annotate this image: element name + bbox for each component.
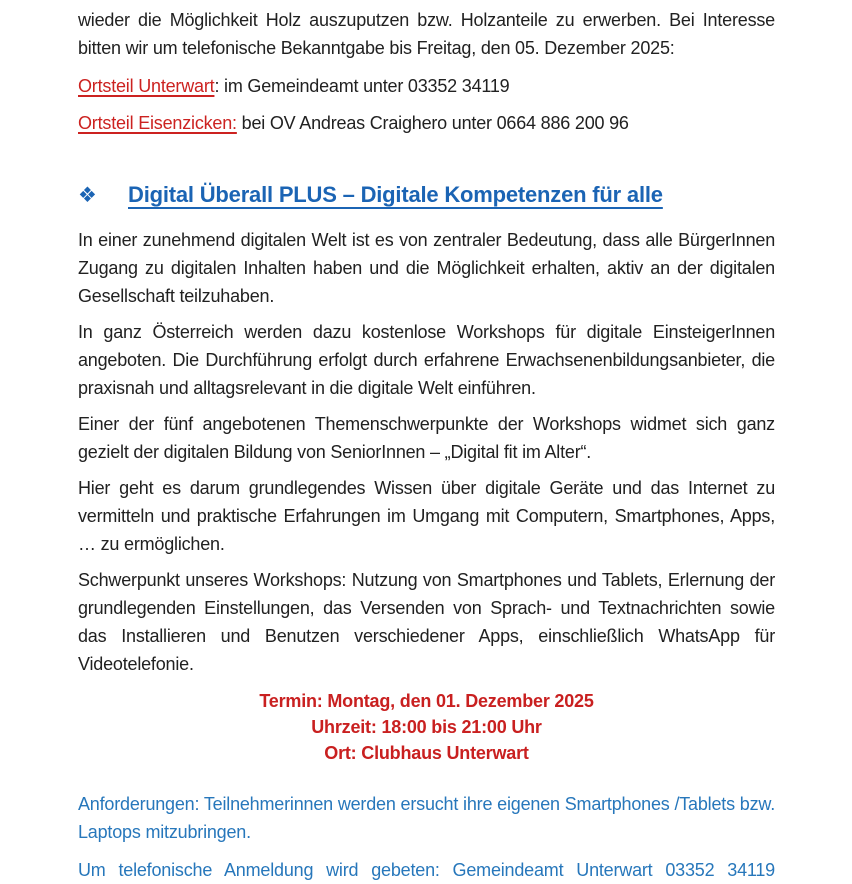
contact-line-unterwart: [78, 72, 775, 100]
contact-text-eisenzicken: bei OV Andreas Craighero unter 0664 886 200 96: [236, 113, 629, 133]
body-paragraph-5: Schwerpunkt unseres Workshops: Nutzung von Smartphones und Tablets, Erlernung der grundlegenden Einstellungen, das Versenden von Sprach- und Textnachrichten sowie das Installieren und Benutzen verschiedener Apps, einschließlich WhatsApp für Videotelefonie.: [78, 570, 775, 674]
body-paragraph-2: In ganz Österreich werden dazu kostenlose Workshops für digitale EinsteigerInnen angeboten. Die Durchführung erfolgt durch erfahrene Erwachsenenbildungsanbieter, die praxisnah und alltagsrelevant in die digitale Welt einführen.: [78, 322, 775, 398]
body-paragraph-4: Hier geht es darum grundlegendes Wissen über digitale Geräte und das Internet zu vermitteln und praktische Erfahrungen im Umgang mit Computern, Smartphones, Apps, … zu ermöglichen.: [78, 478, 775, 554]
body-paragraph-3: Einer der fünf angebotenen Themenschwerpunkte der Workshops widmet sich ganz gezielt der digitalen Bildung von SeniorInnen – „Digital fit im Alter“.: [78, 414, 775, 462]
event-time: Uhrzeit: 18:00 bis 21:00 Uhr: [311, 717, 542, 737]
diamond-bullet-icon: ❖: [78, 184, 97, 207]
intro-paragraph: wieder die Möglichkeit Holz auszuputzen bzw. Holzanteile zu erwerben. Bei Interesse bitten wir um telefonische Bekanntgabe bis Freitag, den 05. Dezember 2025:: [78, 10, 775, 58]
contact-line-eisenzicken: [78, 109, 775, 137]
section-title[interactable]: Digital Überall PLUS – Digitale Kompetenzen für alle: [128, 182, 663, 207]
contact-text-unterwart: : im Gemeindeamt unter 03352 34119: [214, 76, 510, 96]
registration-line: Um telefonische Anmeldung wird gebeten: Gemeindeamt Unterwart 03352 34119: [78, 860, 775, 880]
requirements-paragraph: Anforderungen: Teilnehmerinnen werden ersucht ihre eigenen Smartphones /Tablets bzw. Laptops mitzubringen.: [78, 794, 775, 842]
section-heading: [78, 177, 775, 214]
contact-label-unterwart: Ortsteil Unterwart: [78, 76, 215, 96]
contact-label-eisenzicken: Ortsteil Eisenzicken:: [78, 113, 237, 133]
event-location: Ort: Clubhaus Unterwart: [324, 743, 529, 763]
body-paragraph-1: In einer zunehmend digitalen Welt ist es von zentraler Bedeutung, dass alle BürgerInnen Zugang zu digitalen Inhalten haben und die Möglichkeit erhalten, aktiv an der digitalen Gesellschaft teilzuhaben.: [78, 230, 775, 306]
event-date: Termin: Montag, den 01. Dezember 2025: [259, 691, 594, 711]
event-details: [78, 688, 775, 766]
